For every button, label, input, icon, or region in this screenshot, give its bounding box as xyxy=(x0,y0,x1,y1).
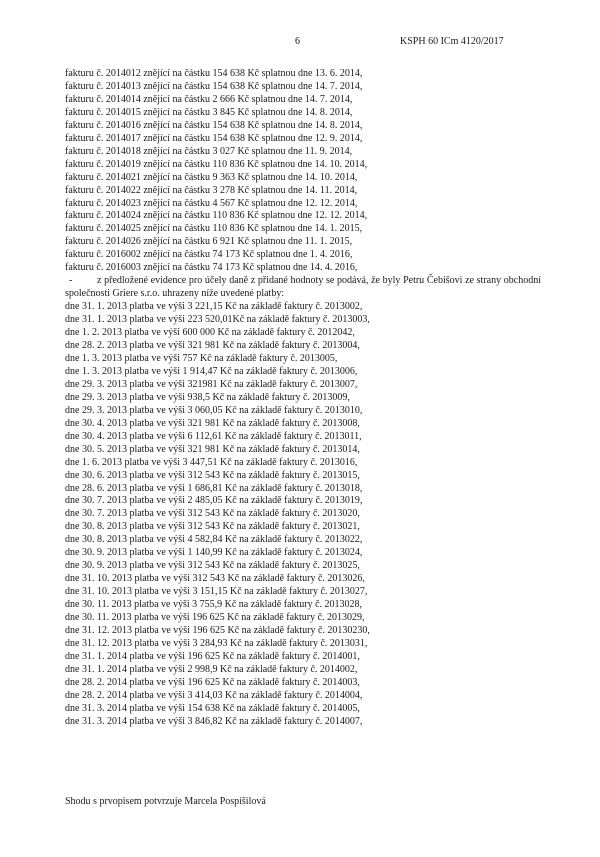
payment-line: dne 31. 1. 2013 platba ve výši 223 520,01Kč na základě faktury č. 2013003, xyxy=(65,314,370,326)
invoice-line: fakturu č. 2014015 znějící na částku 3 845 Kč splatnou dne 14. 8. 2014, xyxy=(65,106,353,118)
certification-note: Shodu s prvopisem potvrzuje Marcela Pospíšilová xyxy=(65,796,266,807)
invoice-line: fakturu č. 2016003 znějící na částku 74 173 Kč splatnou dne 14. 4. 2016, xyxy=(65,262,358,274)
payment-line: dne 30. 9. 2013 platba ve výši 1 140,99 Kč na základě faktury č. 2013024, xyxy=(65,547,363,559)
invoice-line: fakturu č. 2014021 znějící na částku 9 363 Kč splatnou dne 14. 10. 2014, xyxy=(65,171,358,183)
payment-line: dne 30. 7. 2013 platba ve výši 2 485,05 Kč na základě faktury č. 2013019, xyxy=(65,495,363,507)
payment-line: dne 30. 9. 2013 platba ve výši 312 543 Kč na základě faktury č. 2013025, xyxy=(65,560,360,572)
payment-line: dne 29. 3. 2013 platba ve výši 321981 Kč na základě faktury č. 2013007, xyxy=(65,378,358,390)
payment-line: dne 30. 7. 2013 platba ve výši 312 543 Kč na základě faktury č. 2013020, xyxy=(65,508,360,520)
payment-line: dne 31. 10. 2013 platba ve výši 3 151,15 Kč na základě faktury č. 2013027, xyxy=(65,586,368,598)
invoice-line: fakturu č. 2014017 znějící na částku 154 638 Kč splatnou dne 12. 9. 2014, xyxy=(65,132,363,144)
invoice-line: fakturu č. 2014012 znějící na částku 154 638 Kč splatnou dne 13. 6. 2014, xyxy=(65,68,363,79)
payment-line: dne 30. 4. 2013 platba ve výši 321 981 Kč na základě faktury č. 2013008, xyxy=(65,417,360,429)
bullet-paragraph-text: z předložené evidence pro účely daně z přidané hodnoty se podává, že byly Petru Čebišovi ze strany obchodní společnosti Griere s.r.o. uhrazeny níže uvedené platby: xyxy=(65,275,541,300)
payment-line: dne 1. 2. 2013 platba ve výši 600 000 Kč na základě faktury č. 2012042, xyxy=(65,327,355,339)
payment-line: dne 28. 2. 2013 platba ve výši 321 981 Kč na základě faktury č. 2013004, xyxy=(65,340,360,352)
payment-line: dne 30. 8. 2013 platba ve výši 4 582,84 Kč na základě faktury č. 2013022, xyxy=(65,534,363,546)
payment-line: dne 31. 3. 2014 platba ve výši 3 846,82 Kč na základě faktury č. 2014007, xyxy=(65,715,363,727)
invoice-line: fakturu č. 2014014 znějící na částku 2 666 Kč splatnou dne 14. 7. 2014, xyxy=(65,93,353,105)
payment-line: dne 1. 3. 2013 platba ve výši 1 914,47 Kč na základě faktury č. 2013006, xyxy=(65,365,358,377)
invoice-line: fakturu č. 2014025 znějící na částku 110 836 Kč splatnou dne 14. 1. 2015, xyxy=(65,223,363,235)
payment-line: dne 30. 5. 2013 platba ve výši 321 981 Kč na základě faktury č. 2013014, xyxy=(65,443,360,455)
payment-line: dne 31. 3. 2014 platba ve výši 154 638 Kč na základě faktury č. 2014005, xyxy=(65,702,360,714)
document-body xyxy=(65,68,541,729)
invoice-line: fakturu č. 2014016 znějící na částku 154 638 Kč splatnou dne 14. 8. 2014, xyxy=(65,119,363,131)
payment-line: dne 28. 6. 2013 platba ve výši 1 686,81 Kč na základě faktury č. 2013018, xyxy=(65,482,363,494)
payment-line: dne 28. 2. 2014 platba ve výši 3 414,03 Kč na základě faktury č. 2014004, xyxy=(65,689,363,701)
payment-line: dne 30. 11. 2013 platba ve výši 196 625 Kč na základě faktury č. 2013029, xyxy=(65,612,365,624)
payment-line: dne 30. 4. 2013 platba ve výši 6 112,61 Kč na základě faktury č. 2013011, xyxy=(65,430,362,442)
invoice-line: fakturu č. 2014023 znějící na částku 4 567 Kč splatnou dne 12. 12. 2014, xyxy=(65,197,358,209)
payment-line: dne 28. 2. 2014 platba ve výši 196 625 Kč na základě faktury č. 2014003, xyxy=(65,676,360,688)
payment-line: dne 31. 12. 2013 platba ve výši 3 284,93 Kč na základě faktury č. 2013031, xyxy=(65,637,368,649)
payment-line: dne 30. 6. 2013 platba ve výši 312 543 Kč na základě faktury č. 2013015, xyxy=(65,469,360,481)
invoice-line: fakturu č. 2014026 znějící na částku 6 921 Kč splatnou dne 11. 1. 2015, xyxy=(65,236,353,248)
payment-line: dne 31. 1. 2014 platba ve výši 196 625 Kč na základě faktury č. 2014001, xyxy=(65,650,360,662)
page-number: 6 xyxy=(295,36,300,47)
payment-line: dne 30. 11. 2013 platba ve výši 3 755,9 Kč na základě faktury č. 2013028, xyxy=(65,599,363,611)
invoice-line: fakturu č. 2014019 znějící na částku 110 836 Kč splatnou dne 14. 10. 2014, xyxy=(65,158,368,170)
payment-line: dne 31. 1. 2013 platba ve výši 3 221,15 Kč na základě faktury č. 2013002, xyxy=(65,301,363,313)
payment-line: dne 31. 10. 2013 platba ve výši 312 543 Kč na základě faktury č. 2013026, xyxy=(65,573,365,585)
payment-line: dne 30. 8. 2013 platba ve výši 312 543 Kč na základě faktury č. 2013021, xyxy=(65,521,360,533)
invoice-line: fakturu č. 2014018 znějící na částku 3 027 Kč splatnou dne 11. 9. 2014, xyxy=(65,145,353,157)
bullet-paragraph xyxy=(65,275,541,301)
invoice-line: fakturu č. 2014024 znějící na částku 110 836 Kč splatnou dne 12. 12. 2014, xyxy=(65,210,368,222)
payment-line: dne 31. 1. 2014 platba ve výši 2 998,9 Kč na základě faktury č. 2014002, xyxy=(65,663,358,675)
invoice-line: fakturu č. 2014013 znějící na částku 154 638 Kč splatnou dne 14. 7. 2014, xyxy=(65,80,363,92)
bullet-dash: - xyxy=(69,275,73,287)
invoice-line: fakturu č. 2014022 znějící na částku 3 278 Kč splatnou dne 14. 11. 2014, xyxy=(65,184,358,196)
invoice-list xyxy=(65,68,541,275)
payment-line: dne 1. 3. 2013 platba ve výši 757 Kč na základě faktury č. 2013005, xyxy=(65,352,338,364)
payment-list xyxy=(65,301,541,728)
file-reference: KSPH 60 ICm 4120/2017 xyxy=(400,36,504,47)
payment-line: dne 29. 3. 2013 platba ve výši 3 060,05 Kč na základě faktury č. 2013010, xyxy=(65,404,363,416)
invoice-line: fakturu č. 2016002 znějící na částku 74 173 Kč splatnou dne 1. 4. 2016, xyxy=(65,249,353,261)
payment-line: dne 29. 3. 2013 platba ve výši 938,5 Kč na základě faktury č. 2013009, xyxy=(65,391,350,403)
payment-line: dne 1. 6. 2013 platba ve výši 3 447,51 Kč na základě faktury č. 2013016, xyxy=(65,456,358,468)
payment-line: dne 31. 12. 2013 platba ve výši 196 625 Kč na základě faktury č. 20130230, xyxy=(65,624,370,636)
